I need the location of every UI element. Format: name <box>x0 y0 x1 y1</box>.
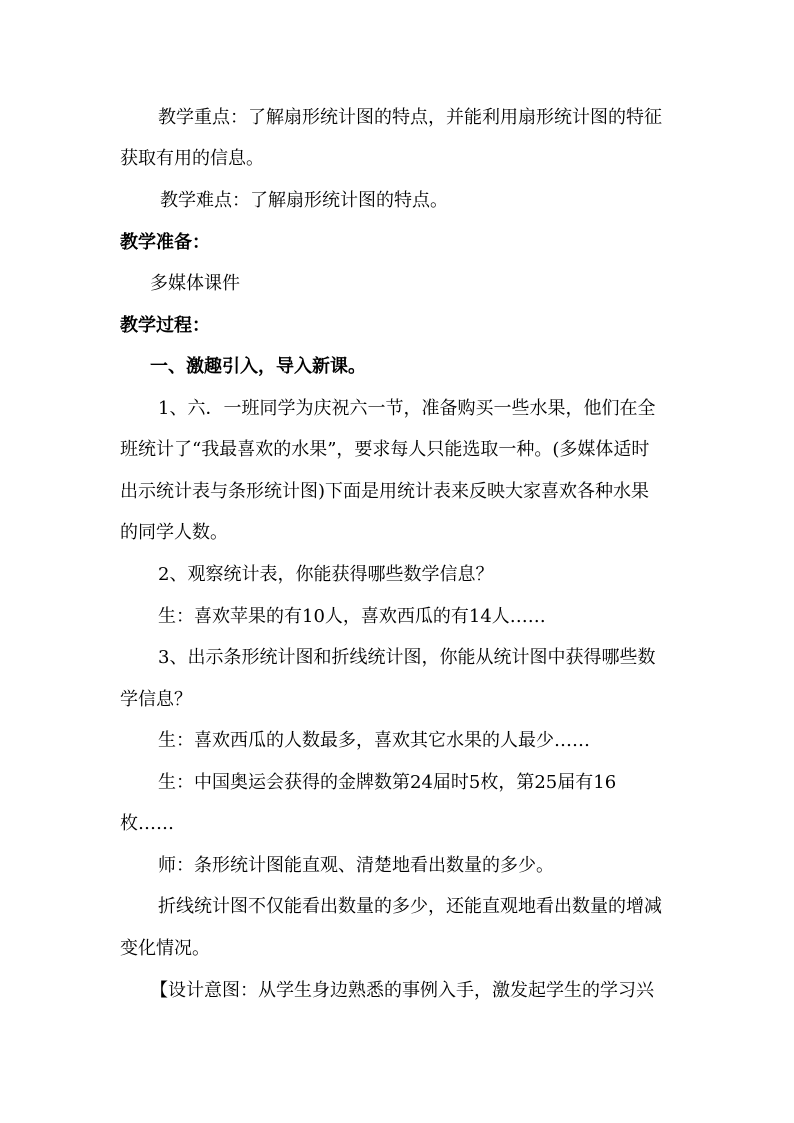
text-line-item2: 2、观察统计表，你能获得哪些数学信息？ <box>158 564 494 585</box>
text-line-item1-cont2: 出示统计表与条形统计图)下面是用统计表来反映大家喜欢各种水果 <box>120 481 650 502</box>
heading-preparation: 教学准备： <box>120 232 210 253</box>
text-line-item3: 3、出示条形统计图和折线统计图，你能从统计图中获得哪些数 <box>158 647 656 668</box>
text-line-item1-cont1: 班统计了“我最喜欢的水果”，要求每人只能选取一种。(多媒体适时 <box>120 439 650 460</box>
text-line-student3-cont: 枚…… <box>120 813 174 834</box>
text-line-teacher: 师：条形统计图能直观、清楚地看出数量的多少。 <box>158 855 554 876</box>
text-line-student1: 生：喜欢苹果的有10人，喜欢西瓜的有14人…… <box>158 606 546 627</box>
text-line-item1: 1、六．一班同学为庆祝六一节，准备购买一些水果，他们在全 <box>158 398 656 419</box>
text-line-item3-cont: 学信息？ <box>120 689 192 710</box>
text-line-line-chart-cont: 变化情况。 <box>120 938 210 959</box>
heading-section-one: 一、激趣引入，导入新课。 <box>150 356 366 377</box>
text-line-student2: 生：喜欢西瓜的人数最多，喜欢其它水果的人最少…… <box>158 730 590 751</box>
heading-process: 教学过程： <box>120 315 210 336</box>
text-line-item1-cont3: 的同学人数。 <box>120 522 228 543</box>
text-line-key-points: 教学重点：了解扇形统计图的特点，并能利用扇形统计图的特征 <box>158 107 662 128</box>
text-line-student3: 生：中国奥运会获得的金牌数第24届时5枚，第25届有16 <box>158 772 617 793</box>
text-line-design-intent: 【设计意图：从学生身边熟悉的事例入手，激发起学生的学习兴 <box>150 980 654 1001</box>
text-line-multimedia: 多媒体课件 <box>150 273 240 294</box>
text-line-line-chart: 折线统计图不仅能看出数量的多少，还能直观地看出数量的增减 <box>158 896 662 917</box>
text-line-key-points-cont: 获取有用的信息。 <box>120 148 264 169</box>
text-line-difficulties: 教学难点：了解扇形统计图的特点。 <box>160 190 448 211</box>
